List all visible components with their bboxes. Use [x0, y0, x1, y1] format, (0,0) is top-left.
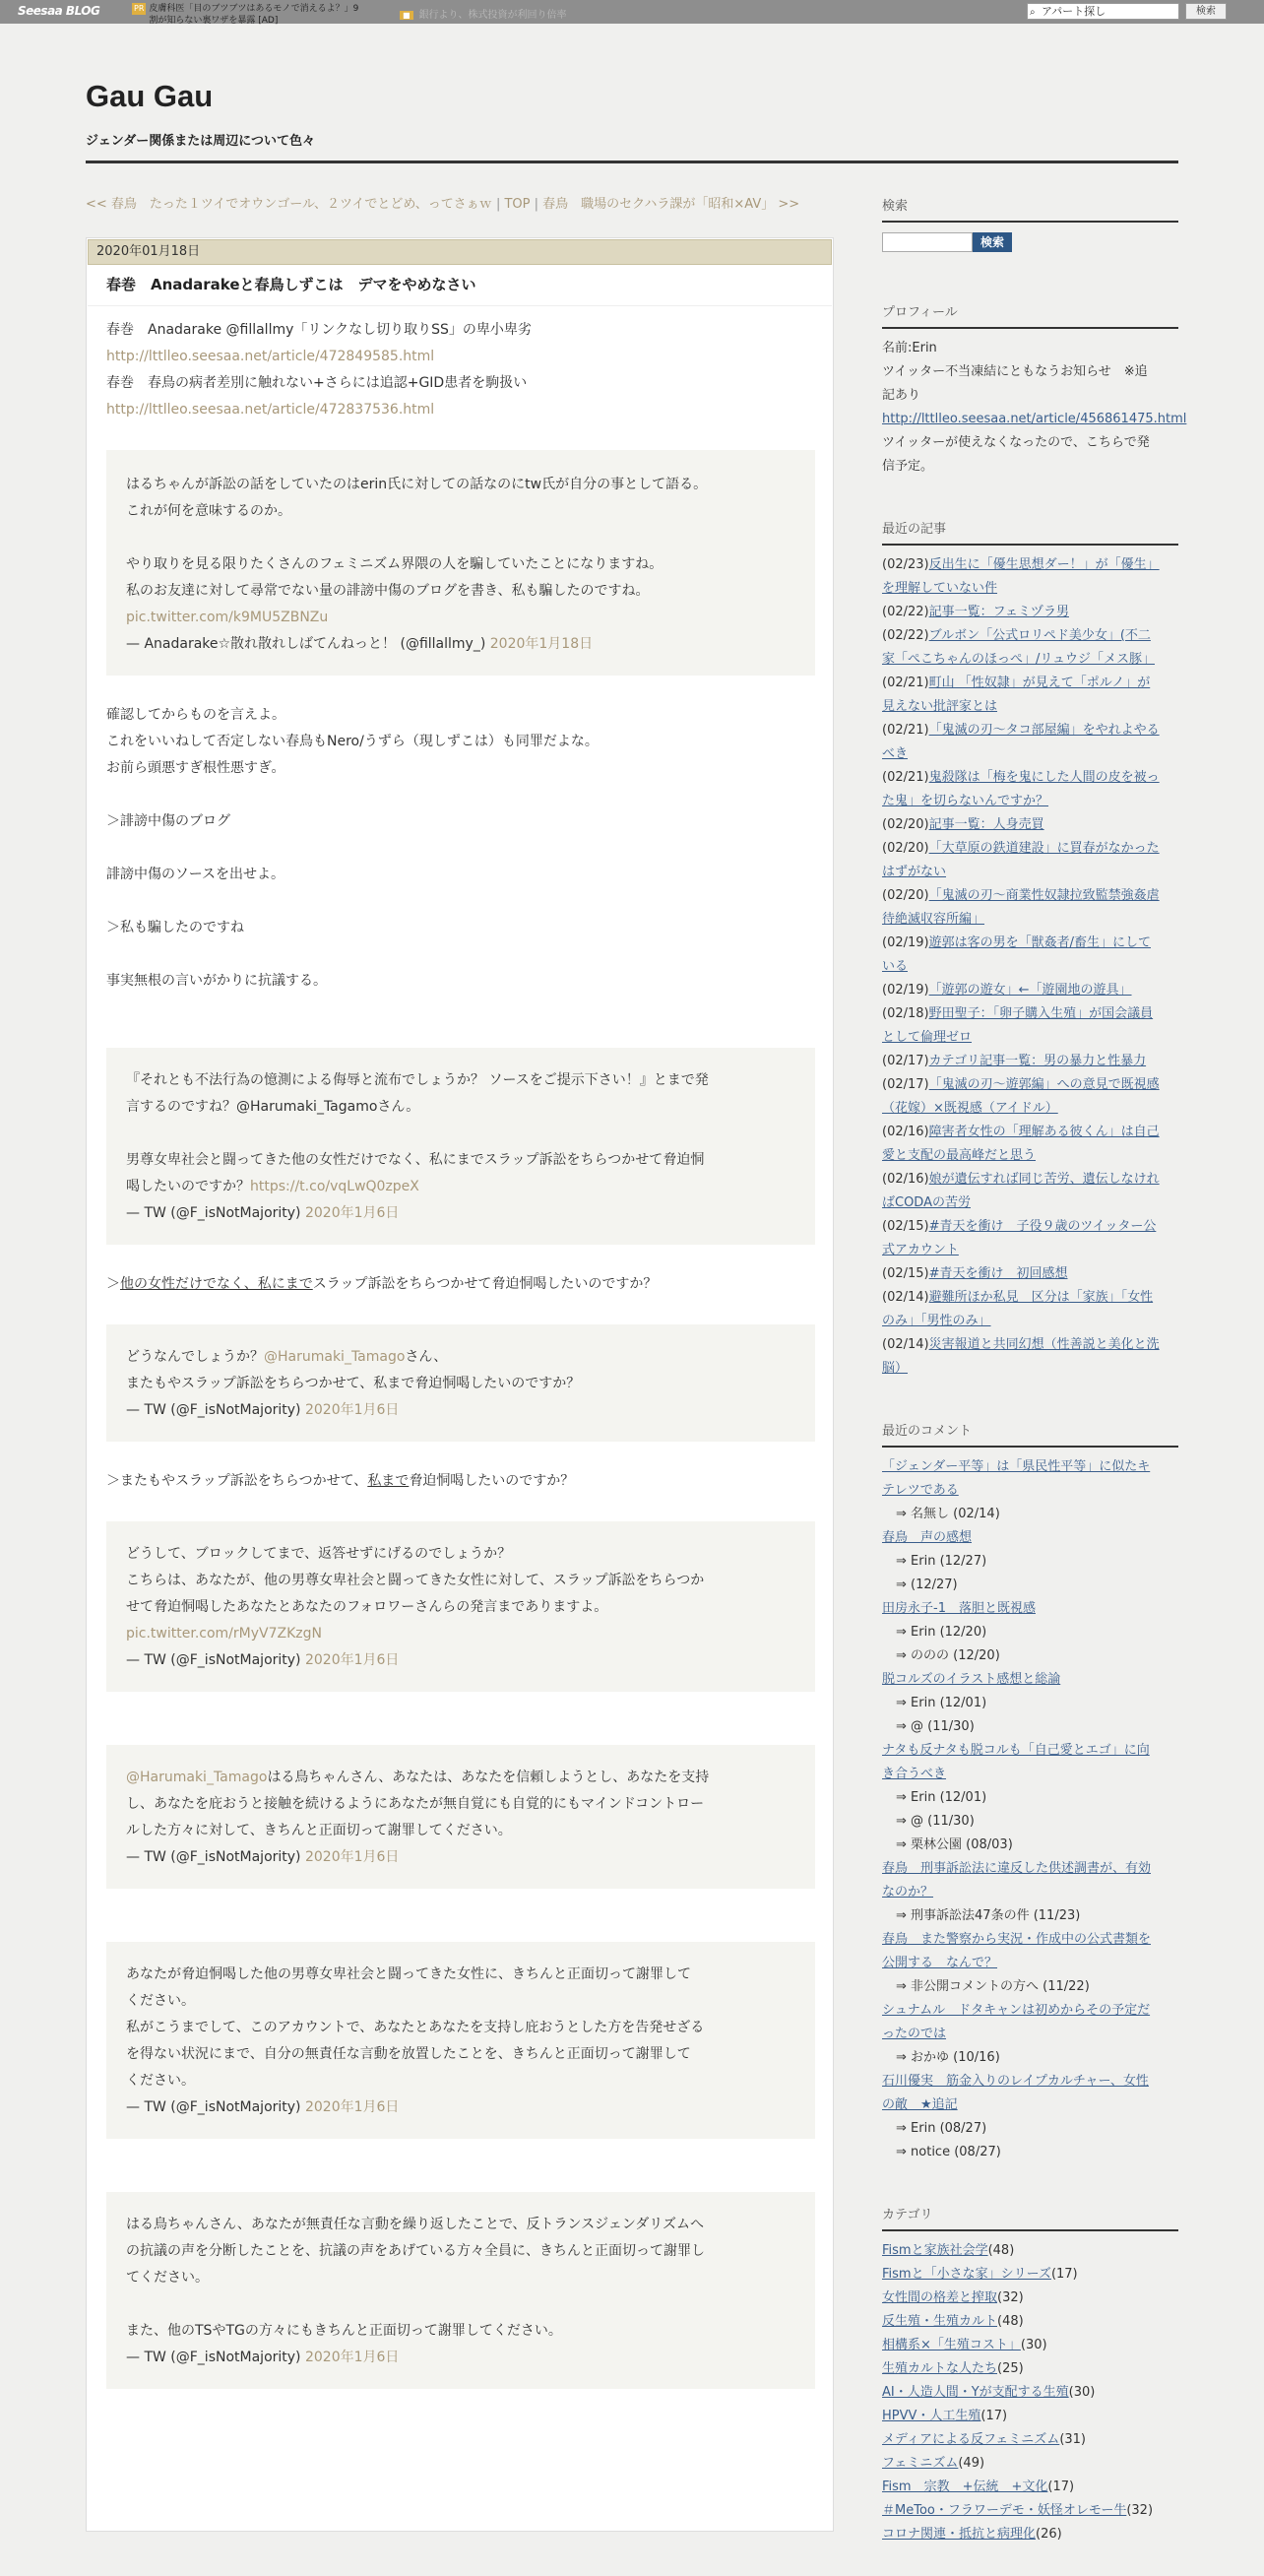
- sidebar-recent-comments: [882, 1420, 1178, 2164]
- comment-post-link[interactable]: 春鳥 また警察から実況・作成中の公式書類を: [882, 1932, 1152, 1947]
- quote-text: せて脅迫恫喝したあなたとあなたのフォロワーさんらの発言までありますよ。: [126, 1599, 608, 1615]
- recent-post-link[interactable]: 記事一覧：人身売買: [928, 817, 1044, 832]
- comment-entry[interactable]: ⇒ Erin (12/01): [896, 1790, 987, 1805]
- nav-separator: |: [534, 197, 539, 212]
- tweet-date-link[interactable]: 2020年1月6日: [304, 2350, 400, 2365]
- recent-post-item: [882, 1073, 1178, 1121]
- intro-line: 春巻 春鳥の病者差別に触れない+さらには追認+GID患者を駒扱い: [106, 375, 528, 391]
- category-item: [882, 2286, 1178, 2310]
- search-icon: ⌕: [1030, 7, 1036, 18]
- quote-text: 言するのですね？@Harumaki_Tagamoさん。: [126, 1099, 420, 1115]
- category-count: (49): [958, 2456, 985, 2471]
- quote-text: ください。: [126, 1993, 195, 2009]
- recent-post-item: [882, 1050, 1178, 1073]
- recent-post-date: (02/14): [882, 1290, 929, 1305]
- recent-post-link[interactable]: 障害者女性の「理解ある彼くん」は自己: [928, 1125, 1160, 1139]
- quote-text: てください。: [126, 2270, 209, 2286]
- comment-group: [882, 2070, 1178, 2164]
- recent-post-link[interactable]: 脳）: [882, 1361, 909, 1376]
- recent-post-item: [882, 1286, 1178, 1333]
- quote-text: し、あなたを庇おうと接触を続けるようにあなたが無自覚にも自覚的にもマインドコントロー: [126, 1796, 705, 1812]
- comment-post-link[interactable]: 春鳥 声の感想: [882, 1530, 973, 1545]
- sidebar-heading: プロフィール: [882, 301, 1178, 329]
- tweet-footer: [126, 1647, 795, 1674]
- recent-post-date: (02/17): [882, 1054, 929, 1068]
- body-text: これをいいねして否定しない春鳥もNero/うずら（現しずこは）も同罪だよな。: [106, 734, 599, 749]
- comment-post-link[interactable]: ナタも反ナタも脱コルも「自己愛とエゴ」に向: [882, 1743, 1150, 1758]
- category-count: (48): [987, 2243, 1015, 2258]
- comment-entry[interactable]: ⇒ おかゆ (10/16): [896, 2050, 1000, 2065]
- intro-link[interactable]: http://lttlleo.seesaa.net/article/472837536.html: [106, 402, 435, 418]
- tweet-quote: [106, 2192, 815, 2389]
- category-item: [882, 2239, 1178, 2263]
- comment-entry[interactable]: ⇒ @ (11/30): [896, 1719, 975, 1734]
- body-text: 事実無根の言いがかりに抗議する。: [106, 973, 327, 989]
- category-item: [882, 2452, 1178, 2476]
- tweet-quote: [106, 1324, 815, 1442]
- tweet-quote: [106, 1942, 815, 2139]
- nav-separator: |: [495, 197, 501, 212]
- category-item: [882, 2499, 1178, 2523]
- recent-post-item: [882, 1121, 1178, 1168]
- category-count: (48): [997, 2314, 1024, 2329]
- comment-post-link[interactable]: 田房永子-1 落胆と既視感: [882, 1601, 1036, 1616]
- tweet-footer: [126, 2094, 795, 2121]
- recent-post-date: (02/19): [882, 935, 929, 950]
- comment-post-link[interactable]: なのか？: [882, 1885, 934, 1900]
- blog-subtitle: ジェンダー関係または周辺について色々: [86, 134, 315, 149]
- quote-text: どうなんでしょうか？@Harumaki_Tamagoさん、: [126, 1349, 448, 1365]
- recent-post-item: [882, 719, 1178, 766]
- top-search-input[interactable]: ⌕ アパート探し: [1027, 3, 1179, 20]
- comment-entry[interactable]: ⇒ Erin (08/27): [896, 2121, 987, 2136]
- top-ad-2[interactable]: [400, 6, 567, 21]
- category-link[interactable]: 女性間の格差と搾取: [882, 2290, 998, 2305]
- comment-post-link[interactable]: ったのでは: [882, 2027, 947, 2041]
- comment-entry[interactable]: ⇒ Erin (12/27): [896, 1554, 987, 1569]
- tweet-quote: [106, 1521, 815, 1692]
- category-item: [882, 2523, 1178, 2546]
- recent-post-date: (02/16): [882, 1172, 929, 1187]
- comment-group: [882, 1597, 1178, 1668]
- tweet-footer: [126, 1200, 795, 1227]
- tweet-author: — TW (@F_isNotMajority): [126, 1205, 301, 1221]
- recent-post-link[interactable]: 待絶滅収容所編」: [882, 912, 985, 927]
- tweet-link[interactable]: https://t.co/vqLwQ0zpeX: [250, 1179, 419, 1194]
- recent-post-item: [882, 1333, 1178, 1381]
- tweet-quote: [106, 1048, 815, 1245]
- comment-entry[interactable]: ⇒ 非公開コメントの方へ (11/22): [896, 1979, 1090, 1994]
- ad-icon: ■: [400, 11, 413, 20]
- quote-text: 『それとも不法行為の憶測による侮辱と流布でしょうか？ ソースをご提示下さい！』とまで発: [126, 1072, 709, 1088]
- category-item: [882, 2476, 1178, 2499]
- recent-post-date: (02/20): [882, 817, 929, 832]
- comment-entry[interactable]: ⇒ Erin (12/01): [896, 1696, 987, 1710]
- tweet-author: — TW (@F_isNotMajority): [126, 1849, 301, 1865]
- category-link[interactable]: 相構系×「生殖コスト」: [882, 2338, 1021, 2352]
- profile-text: ツイッター不当凍結にともなうお知らせ ※追: [882, 364, 1148, 379]
- tweet-date-link[interactable]: 2020年1月6日: [304, 1849, 400, 1865]
- sidebar-heading: 最近の記事: [882, 518, 1178, 546]
- profile-link[interactable]: http://lttlleo.seesaa.net/article/456861475.html: [882, 412, 1187, 426]
- recent-post-date: (02/22): [882, 628, 929, 643]
- tweet-author: — TW (@F_isNotMajority): [126, 2350, 301, 2365]
- comment-post-link[interactable]: 石川優実 筋金入りのレイプカルチャー、女性: [882, 2074, 1149, 2089]
- comment-post-link[interactable]: 脱コルズのイラスト感想と総論: [882, 1672, 1061, 1687]
- comment-entry[interactable]: ⇒ 刑事訴訟法47条の件 (11/23): [896, 1908, 1081, 1923]
- top-search-button[interactable]: 検索: [1185, 3, 1227, 20]
- category-link[interactable]: コロナ関連・抵抗と病理化: [882, 2527, 1037, 2542]
- profile-text: ツイッターが使えなくなったので、こちらで発: [882, 435, 1150, 450]
- recent-post-link[interactable]: べき: [882, 746, 909, 761]
- quote-text: 喝したいのですか？: [126, 1179, 250, 1194]
- recent-post-link[interactable]: #青天を衝け 子役９歳のツイッター公: [928, 1219, 1157, 1234]
- recent-post-date: (02/21): [882, 770, 929, 785]
- comment-group: [882, 1739, 1178, 1857]
- tweet-author: — TW (@F_isNotMajority): [126, 2099, 301, 2115]
- comment-group: [882, 1668, 1178, 1739]
- comment-group: [882, 1526, 1178, 1597]
- sidebar-profile: [882, 301, 1187, 479]
- recent-post-item: [882, 672, 1178, 719]
- recent-post-link[interactable]: 家「ぺこちゃんのほっぺ」/リュウジ「メス豚」: [882, 652, 1155, 667]
- quote-text: やり取りを見る限りたくさんのフェミニズム界隈の人を騙していたことになりますね。: [126, 556, 664, 572]
- quote-text: はる鳥ちゃんさん、あなたが無責任な言動を繰り返したことで、反トランスジェンダリズムへ: [126, 2217, 705, 2232]
- sidebar-recent-posts: [882, 518, 1178, 1381]
- sidebar-heading: 検索: [882, 195, 1178, 223]
- category-item: [882, 2381, 1178, 2405]
- quote-text: @Harumaki_Tamagoはる鳥ちゃんさん、あなたは、あなたを信頼しようとし、あなたを支持: [126, 1770, 710, 1785]
- category-item: [882, 2405, 1178, 2428]
- recent-post-link[interactable]: 「遊郭の遊女」←「遊園地の遊具」: [928, 983, 1132, 998]
- header-divider: [86, 161, 1178, 163]
- tweet-date-link[interactable]: 2020年1月6日: [304, 1402, 400, 1418]
- pr-badge: PR: [134, 4, 145, 13]
- recent-post-date: (02/22): [882, 605, 929, 619]
- intro-line: 春巻 Anadarake @fillallmy「リンクなし切り取りSS」の卑小卑劣: [106, 322, 532, 338]
- quote-text: を得ない状況にまで、自分の無責任な言動を放置したことを、きちんと正面切って謝罪して: [126, 2046, 691, 2062]
- comment-group: [882, 1999, 1178, 2070]
- post-title[interactable]: 春巻 Anadarakeと春鳥しずこは デマをやめなさい: [106, 276, 476, 293]
- body-text: ＞他の女性だけでなく、私にまでスラップ訴訟をちらつかせて脅迫恫喝したいのですか？: [106, 1276, 658, 1292]
- quote-text: 男尊女卑社会と闘ってきた他の女性だけでなく、私にまでスラップ訴訟をちらつかせて脅迫恫: [126, 1152, 705, 1168]
- body-text: お前ら頭悪すぎ根性悪すぎ。: [106, 760, 285, 776]
- recent-post-date: (02/23): [882, 557, 929, 572]
- category-count: (17): [1047, 2479, 1075, 2494]
- recent-post-link[interactable]: 「鬼滅の刃～遊郭編」への意見で既視感: [928, 1077, 1160, 1092]
- intro-link[interactable]: http://lttlleo.seesaa.net/article/472849585.html: [106, 349, 435, 364]
- recent-post-item: [882, 1002, 1178, 1050]
- comment-entry[interactable]: ⇒ @ (11/30): [896, 1814, 975, 1829]
- recent-post-link[interactable]: を理解していない件: [882, 581, 998, 596]
- category-link[interactable]: 反生殖・生殖カルト: [882, 2314, 998, 2329]
- recent-post-link[interactable]: ブルボン「公式ロリペド美少女」(不二: [928, 628, 1151, 643]
- post-body: [106, 317, 815, 2389]
- recent-post-link[interactable]: のみ」「男性のみ」: [882, 1314, 991, 1328]
- recent-post-item: [882, 1215, 1178, 1262]
- quote-text: ください。: [126, 2073, 195, 2089]
- recent-post-link[interactable]: 娘が遺伝すれば同じ苦労、遺伝しなけれ: [928, 1172, 1160, 1187]
- sidebar: [882, 195, 1187, 2576]
- tweet-image-link[interactable]: pic.twitter.com/k9MU5ZBNZu: [126, 610, 329, 625]
- comment-post-link[interactable]: の敵 ★追記: [882, 2097, 958, 2112]
- recent-post-link[interactable]: 野田聖子：「卵子購入生殖」が国会議員: [928, 1006, 1154, 1021]
- comment-group: [882, 1857, 1178, 1928]
- recent-post-date: (02/15): [882, 1219, 929, 1234]
- category-link[interactable]: HPVV・人工生殖: [882, 2409, 981, 2423]
- recent-post-link[interactable]: 記事一覧：フェミヅラ男: [928, 605, 1069, 619]
- tweet-author: — Anadarake☆散れ散れしばてんねっと！ (@fillallmy_): [126, 636, 486, 652]
- recent-post-date: (02/21): [882, 676, 929, 690]
- sidebar-heading: カテゴリ: [882, 2204, 1178, 2231]
- comment-post-link[interactable]: 公開する なんで？: [882, 1956, 998, 1970]
- recent-post-item: [882, 766, 1178, 813]
- quote-text: また、他のTSやTGの方々にもきちんと正面切って謝罪してください。: [126, 2323, 562, 2339]
- tweet-footer: [126, 1397, 795, 1424]
- category-link[interactable]: ＃MeToo・フラワーデモ・妖怪オレモー牛: [882, 2503, 1127, 2518]
- category-item: [882, 2310, 1178, 2334]
- quote-text: 私のお友達に対して尋常でない量の誹謗中傷のブログを書き、私も騙したのですね。: [126, 583, 650, 599]
- recent-post-link[interactable]: 町山 「性奴隷」が見えて「ポルノ」が: [928, 676, 1151, 690]
- tweet-date-link[interactable]: 2020年1月6日: [304, 1205, 400, 1221]
- body-text: 誹謗中傷のソースを出せよ。: [106, 867, 285, 882]
- tweet-footer: [126, 631, 795, 658]
- sidebar-search: [882, 195, 1178, 254]
- tweet-quote: [106, 450, 815, 676]
- quote-text: はるちゃんが訴訟の話をしていたのはerin氏に対しての話なのにtw氏が自分の事として語る。: [126, 477, 708, 492]
- sidebar-heading: 最近のコメント: [882, 1420, 1178, 1448]
- profile-name: 名前:Erin: [882, 341, 937, 355]
- recent-post-link[interactable]: （花嫁）×既視感（アイドル）: [882, 1101, 1058, 1116]
- recent-post-item: [882, 932, 1178, 979]
- seesaa-top-bar: [0, 0, 1264, 24]
- category-count: (31): [1059, 2432, 1086, 2447]
- body-text: ＞誹謗中傷のブログ: [106, 813, 230, 829]
- comment-post-link[interactable]: テレツである: [882, 1483, 959, 1498]
- comment-group: [882, 1928, 1178, 1999]
- sidebar-categories: [882, 2204, 1178, 2546]
- body-text: ＞私も騙したのですね: [106, 920, 244, 935]
- comment-post-link[interactable]: 春鳥 刑事訴訟法に違反した供述調書が、有効: [882, 1861, 1152, 1876]
- recent-post-link[interactable]: #青天を衝け 初回感想: [928, 1266, 1068, 1281]
- category-link[interactable]: メディアによる反フェミニズム: [882, 2432, 1060, 2447]
- comment-entry[interactable]: ⇒ notice (08/27): [896, 2145, 1001, 2159]
- recent-post-link[interactable]: 見えない批評家とは: [882, 699, 998, 714]
- sidebar-search-button[interactable]: 検索: [973, 232, 1012, 252]
- top-link[interactable]: TOP: [504, 197, 531, 212]
- recent-post-item: [882, 1168, 1178, 1215]
- recent-post-link[interactable]: 「鬼滅の刃～商業性奴隷拉致監禁強姦虐: [928, 888, 1160, 903]
- prev-post-link[interactable]: << 春鳥 たった１ツイでオウンゴール、２ツイでとどめ、ってさぁｗ: [86, 197, 492, 212]
- profile-text: 信予定。: [882, 459, 934, 474]
- recent-post-item: [882, 624, 1178, 672]
- quote-text: ルした方々に対して、きちんと正面切って謝罪してください。: [126, 1823, 512, 1838]
- tweet-date-link[interactable]: 2020年1月6日: [304, 1652, 400, 1668]
- comment-post-link[interactable]: き合うべき: [882, 1767, 947, 1781]
- recent-post-date: (02/19): [882, 983, 929, 998]
- sidebar-search-input[interactable]: [882, 232, 973, 252]
- recent-post-date: (02/20): [882, 888, 929, 903]
- recent-post-link[interactable]: 式アカウント: [882, 1243, 959, 1257]
- post-date: 2020年01月18日: [88, 239, 832, 265]
- category-count: (32): [1126, 2503, 1154, 2518]
- quote-text: どうして、ブロックしてまで、返答せずにげるのでしょうか？: [126, 1546, 512, 1562]
- blog-header: [86, 79, 1178, 149]
- blog-title[interactable]: Gau Gau: [86, 79, 214, 113]
- tweet-image-link[interactable]: pic.twitter.com/rMyV7ZKzgN: [126, 1626, 322, 1642]
- seesaa-logo[interactable]: Seesaa BLOG: [18, 4, 100, 18]
- profile-text: 記あり: [882, 388, 921, 403]
- comment-entry[interactable]: ⇒ ののの (12/20): [896, 1648, 1000, 1663]
- comment-post-link[interactable]: 「ジェンダー平等」は「県民性平等」に似たキ: [882, 1459, 1151, 1474]
- tweet-footer: [126, 1844, 795, 1871]
- category-count: (30): [1020, 2338, 1047, 2352]
- recent-post-item: [882, 601, 1178, 624]
- category-link[interactable]: AI・人造人間・Yが支配する生殖: [882, 2385, 1069, 2400]
- recent-post-item: [882, 884, 1178, 932]
- recent-post-date: (02/21): [882, 723, 929, 738]
- recent-post-link[interactable]: 「鬼滅の刃～タコ部屋編」をやれよやる: [928, 723, 1160, 738]
- ad2-text[interactable]: 銀行より、株式投資が利回り倍率: [418, 10, 567, 21]
- recent-post-link[interactable]: 愛と支配の最高峰だと思う: [882, 1148, 1037, 1163]
- blog-post: [86, 237, 834, 2532]
- category-link[interactable]: Fism 宗教 +伝統 +文化: [882, 2479, 1048, 2494]
- recent-post-link[interactable]: た鬼」を切らないんですか？: [882, 794, 1049, 808]
- recent-post-date: (02/18): [882, 1006, 929, 1021]
- recent-post-link[interactable]: いる: [882, 959, 909, 974]
- tweet-date-link[interactable]: 2020年1月18日: [489, 636, 594, 652]
- category-count: (25): [997, 2361, 1024, 2376]
- recent-post-date: (02/15): [882, 1266, 929, 1281]
- comment-entry[interactable]: ⇒ Erin (12/20): [896, 1625, 987, 1640]
- category-item: [882, 2334, 1178, 2357]
- category-item: [882, 2263, 1178, 2286]
- recent-post-date: (02/16): [882, 1125, 929, 1139]
- recent-post-link[interactable]: 「大草原の鉄道建設」に買春がなかった: [928, 841, 1160, 856]
- quote-text: 私がこうまでして、このアカウントで、あなたとあなたを支持し庇おうとした方を告発せざる: [126, 2020, 705, 2035]
- category-count: (30): [1068, 2385, 1096, 2400]
- tweet-author: — TW (@F_isNotMajority): [126, 1652, 301, 1668]
- tweet-date-link[interactable]: 2020年1月6日: [304, 2099, 400, 2115]
- recent-post-link[interactable]: 反出生に「優生思想ダー！」が「優生」: [928, 557, 1160, 572]
- recent-post-item: [882, 553, 1178, 601]
- category-count: (17): [1050, 2267, 1078, 2282]
- recent-post-item: [882, 837, 1178, 884]
- ad-line-1[interactable]: 皮膚科医「目のブツブツはあるモノで消えるよ？」9: [149, 4, 359, 14]
- quote-text: の抗議の声を分断したことを、抗議の声をあげている方々全員に、きちんと正面切って謝罪し: [126, 2243, 705, 2259]
- recent-post-date: (02/17): [882, 1077, 929, 1092]
- quote-text: こちらは、あなたが、他の男尊女卑社会と闘ってきた女性に対して、スラップ訴訟をちらつか: [126, 1573, 705, 1588]
- recent-post-link[interactable]: カテゴリ記事一覧：男の暴力と性暴力: [928, 1054, 1147, 1068]
- top-ad-1[interactable]: [132, 3, 358, 27]
- recent-post-item: [882, 979, 1178, 1002]
- comment-post-link[interactable]: シュナムル ドタキャンは初めからその予定だ: [882, 2003, 1151, 2018]
- comment-group: [882, 1455, 1178, 1526]
- mention-link[interactable]: @Harumaki_Tamago: [126, 1770, 268, 1785]
- mention-link[interactable]: @Harumaki_Tamago: [264, 1349, 406, 1365]
- category-link[interactable]: フェミニズム: [882, 2456, 959, 2471]
- category-item: [882, 2357, 1178, 2381]
- category-link[interactable]: Fismと「小さな家」シリーズ: [882, 2267, 1051, 2282]
- title-divider: [88, 305, 832, 306]
- recent-post-link[interactable]: 避難所ほか私見 区分は「家族」「女性: [928, 1290, 1154, 1305]
- body-text: ＞またもやスラップ訴訟をちらつかせて、私まで脅迫恫喝したいのですか？: [106, 1473, 575, 1489]
- category-link[interactable]: Fismと家族社会学: [882, 2243, 988, 2258]
- recent-post-date: (02/14): [882, 1337, 929, 1352]
- quote-text: あなたが脅迫恫喝した他の男尊女卑社会と闘ってきた女性に、きちんと正面切って謝罪して: [126, 1966, 691, 1982]
- recent-post-link[interactable]: 遊郭は客の男を「獣姦者/畜生」にして: [928, 935, 1151, 950]
- quote-text: これが何を意味するのか。: [126, 503, 291, 519]
- category-count: (17): [980, 2409, 1008, 2423]
- ad-line-2[interactable]: 割が知らない裏ワザを暴露 [AD]: [149, 16, 279, 26]
- category-count: (32): [997, 2290, 1024, 2305]
- body-text: 確認してからものを言えよ。: [106, 707, 285, 723]
- recent-post-link[interactable]: ばCODAの苦労: [882, 1195, 971, 1210]
- next-post-link[interactable]: 春鳥 職場のセクハラ課が「昭和×AV」 >>: [542, 197, 800, 212]
- recent-post-item: [882, 813, 1178, 837]
- post-navigation: [86, 195, 834, 215]
- tweet-quote: [106, 1745, 815, 1889]
- recent-post-link[interactable]: はずがない: [882, 865, 947, 879]
- recent-post-link[interactable]: 鬼殺隊は「梅を鬼にした人間の皮を被っ: [928, 770, 1160, 785]
- category-count: (26): [1036, 2527, 1062, 2542]
- comment-entry[interactable]: ⇒ (12/27): [896, 1578, 958, 1592]
- category-link[interactable]: 生殖カルトな人たち: [882, 2361, 998, 2376]
- recent-post-date: (02/20): [882, 841, 929, 856]
- recent-post-item: [882, 1262, 1178, 1286]
- tweet-author: — TW (@F_isNotMajority): [126, 1402, 301, 1418]
- quote-text: またもやスラップ訴訟をちらつかせて、私まで脅迫恫喝したいのですか？: [126, 1376, 581, 1391]
- recent-post-link[interactable]: として倫理ゼロ: [882, 1030, 973, 1045]
- tweet-footer: [126, 2345, 795, 2371]
- category-item: [882, 2428, 1178, 2452]
- comment-entry[interactable]: ⇒ 栗林公園 (08/03): [896, 1837, 1013, 1852]
- recent-post-link[interactable]: 災害報道と共同幻想（性善説と美化と洗: [928, 1337, 1160, 1352]
- comment-entry[interactable]: ⇒ 名無し (02/14): [896, 1507, 1000, 1521]
